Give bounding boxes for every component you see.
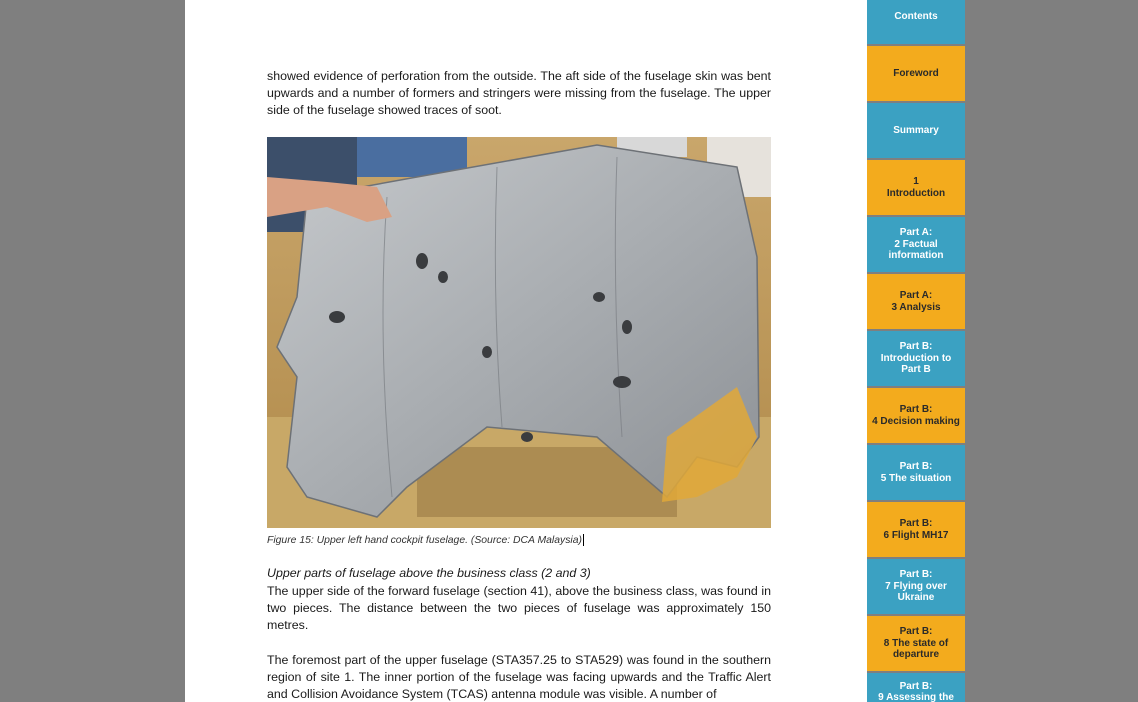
nav-item-decision-making[interactable] (867, 388, 965, 443)
nav-item-label: Summary (893, 124, 939, 136)
nav-item-label: Part B: Introduction to Part B (880, 341, 952, 376)
nav-item-summary[interactable] (867, 103, 965, 158)
document-page (185, 0, 867, 702)
nav-item-label: Foreword (893, 67, 939, 79)
nav-item-label: Part B: 4 Decision making (872, 404, 960, 427)
nav-item-label: Part B: 7 Flying over Ukraine (885, 569, 947, 604)
figure-caption-text: Figure 15: Upper left hand cockpit fuselage. (Source: DCA Malaysia) (267, 534, 582, 546)
nav-item-label: 1 Introduction (886, 176, 946, 199)
nav-item-assessing-the[interactable] (867, 673, 965, 702)
body-paragraph-2: The upper side of the forward fuselage (section 41), above the business class, was found in two pieces. The distance between the two pieces of fuselage was approximately 150 metres. (267, 584, 771, 633)
nav-item-label: Part B: 6 Flight MH17 (883, 518, 949, 541)
text-cursor (583, 534, 584, 546)
figure-photo-fuselage (267, 137, 771, 528)
body-paragraph-1: showed evidence of perforation from the outside. The aft side of the fuselage skin was bent upwards and a number of formers and stringers were missing from the fuselage. The upper side of the fuselage showed traces of soot. (267, 69, 771, 118)
nav-item-label: Part B: 9 Assessing the (878, 681, 954, 702)
nav-item-label: Part B: 5 The situation (880, 461, 952, 484)
chapter-navigation-sidebar (867, 0, 965, 702)
nav-item-flying-over-ukraine[interactable] (867, 559, 965, 614)
nav-item-label: Part B: 8 The state of departure (883, 626, 949, 661)
nav-item-introduction[interactable] (867, 160, 965, 215)
nav-item-label: Part A: 2 Factual information (888, 227, 944, 262)
nav-item-label: Part A: 3 Analysis (891, 290, 941, 313)
nav-item-factual-information[interactable] (867, 217, 965, 272)
nav-item-foreword[interactable] (867, 46, 965, 101)
nav-item-analysis[interactable] (867, 274, 965, 329)
nav-item-label: Contents (894, 10, 938, 22)
nav-item-introduction-part-b[interactable] (867, 331, 965, 386)
figure-caption (267, 534, 771, 546)
nav-item-the-situation[interactable] (867, 445, 965, 500)
body-paragraph-3: The foremost part of the upper fuselage (STA357.25 to STA529) was found in the southern region of site 1. The inner portion of the fuselage was facing upwards and the Traffic Alert and Collision Avoidance System (TCAS) antenna module was visible. A number of (267, 653, 771, 702)
nav-item-state-of-departure[interactable] (867, 616, 965, 671)
nav-item-contents[interactable] (867, 0, 965, 44)
nav-item-flight-mh17[interactable] (867, 502, 965, 557)
section-subheading: Upper parts of fuselage above the business class (2 and 3) (267, 566, 591, 580)
